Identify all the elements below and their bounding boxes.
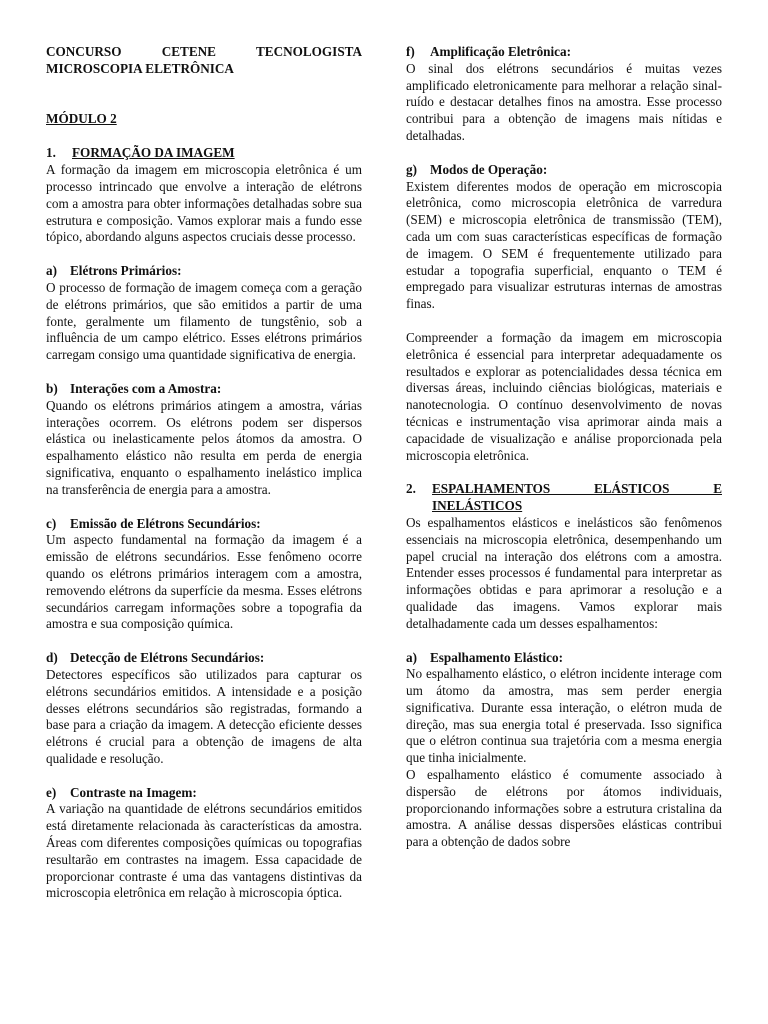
- item-f-heading: [406, 44, 722, 61]
- item-e-letter: e): [46, 784, 57, 800]
- item-b-title: Interações com a Amostra:: [70, 380, 222, 396]
- document-title: CONCURSO CETENE TECNOLOGISTA MICROSCOPIA ELETRÔNICA: [46, 44, 362, 76]
- item-d-letter: d): [46, 650, 58, 666]
- item-b-letter: b): [46, 380, 58, 396]
- item-e-text: A variação na quantidade de elétrons secundários emitidos está diretamente relacionada às características da amostra. Áreas com diferentes composições químicas ou topografias resultarão em contrastes na imagem. Essa capacidade de proporcionar contraste é uma das vantagens distintivas da microscopia eletrônica em relação à microscopia óptica.: [46, 801, 362, 901]
- section-2-item-a-text-2: O espalhamento elástico é comumente associado à dispersão de elétrons por átomos individuais, proporcionando informações sobre a estrutura cristalina da amostra. A análise dessas dispersões elásticas contribui para a obtenção de dados sobre: [406, 767, 722, 850]
- section-1-number: 1.: [46, 145, 56, 161]
- item-e-heading: [46, 785, 362, 802]
- item-f-title: Amplificação Eletrônica:: [430, 44, 571, 59]
- item-b-text: Quando os elétrons primários atingem a amostra, várias interações ocorrem. Os elétrons podem ser dispersos elástica ou inelasticamente pelos átomos da amostra. O espalhamento elástico não resulta em perda de energia significativa, enquanto o espalhamento inelástico implica na transferência de energia para a amostra.: [46, 397, 362, 497]
- section-2-title: ESPALHAMENTOS ELÁSTICOS E INELÁSTICOS: [432, 481, 722, 514]
- section-2-item-a-text-1: No espalhamento elástico, o elétron incidente interage com um átomo da amostra, mas sem perder energia significativa. Durante essa interação, o elétron muda de direção, mas sua energia total é preservada. Isso significa que o elétron continua sua trajetória com a mesma energia que tinha inicialmente.: [406, 666, 722, 766]
- item-f-letter: f): [406, 44, 415, 59]
- module-label: MÓDULO 2: [46, 110, 117, 126]
- item-f-text: O sinal dos elétrons secundários é muitas vezes amplificado eletronicamente para melhorar a relação sinal-ruído e destacar detalhes finos na amostra. Esse processo contribui para a obtenção de imagens mais nítidas e detalhadas.: [406, 60, 722, 143]
- left-column: [46, 44, 362, 902]
- item-g-title: Modos de Operação:: [430, 161, 548, 177]
- item-f: [406, 44, 722, 145]
- item-a-heading: [46, 263, 362, 280]
- item-d: [46, 650, 362, 768]
- item-c-heading: [46, 516, 362, 533]
- section-2-item-a: [406, 650, 722, 852]
- section-2-heading: [406, 481, 722, 515]
- item-b-heading: [46, 381, 362, 398]
- item-g-heading: [406, 162, 722, 179]
- section-2-item-a-letter: a): [406, 649, 417, 665]
- item-c-letter: c): [46, 515, 57, 531]
- item-c: [46, 516, 362, 634]
- item-g: [406, 162, 722, 313]
- item-a-title: Elétrons Primários:: [70, 263, 182, 279]
- item-c-text: Um aspecto fundamental na formação da imagem é a emissão de elétrons secundários. Esse fenômeno ocorre quando os elétrons primários interagem com a amostra, removendo elétrons da superfície da mesma. Esses elétrons secundários carregam informações sobre a topografia da amostra e sua composição química.: [46, 532, 362, 632]
- item-c-title: Emissão de Elétrons Secundários:: [70, 515, 261, 531]
- item-d-text: Detectores específicos são utilizados para capturar os elétrons secundários emitidos. A intensidade e a posição desses elétrons secundários são registradas, formando a base para a criação da imagem. A detecção eficiente desses elétrons é crucial para a obtenção de imagens de alta qualidade e resolução.: [46, 666, 362, 766]
- item-d-title: Detecção de Elétrons Secundários:: [70, 650, 265, 666]
- item-g-letter: g): [406, 161, 417, 177]
- right-column: [406, 44, 722, 851]
- section-2-number: 2.: [406, 481, 416, 497]
- section-2-item-a-title: Espalhamento Elástico:: [430, 649, 563, 665]
- item-e-title: Contraste na Imagem:: [70, 784, 197, 800]
- item-d-heading: [46, 650, 362, 667]
- item-a-text: O processo de formação de imagem começa com a geração de elétrons primários, que são emitidos a partir de uma fonte, geralmente um filamento de tungstênio, sob a influência de um campo elétrico. Esses elétrons primários carregam consigo uma quantidade significativa de energia.: [46, 279, 362, 363]
- section-1-conclusion: Compreender a formação da imagem em microscopia eletrônica é essencial para interpretar adequadamente os resultados e explorar as potencialidades dessa técnica em diversas áreas, incluindo ciências biológicas, materiais e nanotecnologia. O contínuo desenvolvimento de novas técnicas e instrumentação visa aprimorar ainda mais a capacidade de visualização e análise proporcionada pela microscopia eletrônica.: [406, 329, 722, 463]
- item-a-letter: a): [46, 263, 57, 279]
- section-1-heading: [46, 145, 362, 162]
- item-e: [46, 785, 362, 903]
- item-g-text: Existem diferentes modos de operação em microscopia eletrônica, como microscopia eletrônica de varredura (SEM) e microscopia eletrônica de transmissão (TEM), cada um com suas características específicas de formação de imagem. O SEM é frequentemente utilizado para estudar a topografia superficial, enquanto o TEM é empregado para visualizar estruturas internas de amostras finas.: [406, 178, 722, 312]
- section-1-intro: A formação da imagem em microscopia eletrônica é um processo intrincado que envolve a interação de elétrons com a amostra para obter informações detalhadas sobre sua estrutura e composição. Vamos explorar mais a fundo esse tópico, abordando alguns aspectos cruciais desse processo.: [46, 162, 362, 245]
- item-a: [46, 263, 362, 364]
- item-b: [46, 381, 362, 499]
- section-2-intro: Os espalhamentos elásticos e inelásticos são fenômenos essenciais na microscopia eletrônica, desempenhando um papel crucial na interação dos elétrons com a amostra. Entender esses processos é fundamental para interpretar as informações obtidas e para aprimorar a resolução e a qualidade das imagens. Vamos explorar mais detalhadamente cada um desses espalhamentos:: [406, 514, 722, 631]
- section-1-title: FORMAÇÃO DA IMAGEM: [72, 145, 235, 161]
- section-2-item-a-heading: [406, 650, 722, 667]
